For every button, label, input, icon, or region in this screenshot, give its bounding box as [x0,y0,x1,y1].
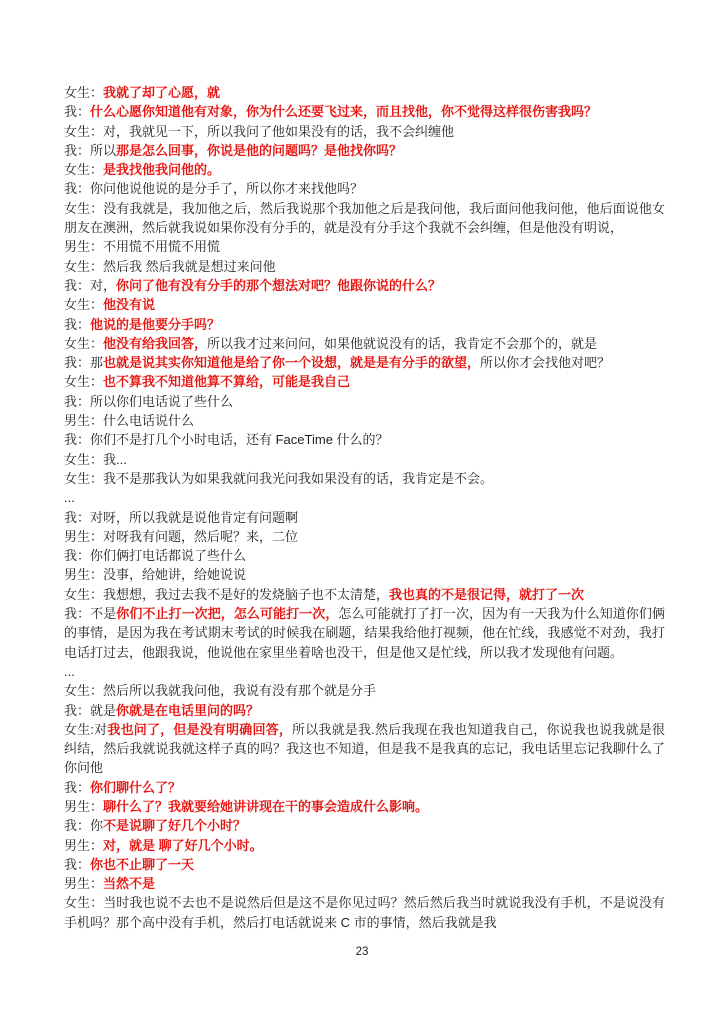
dialogue-line [64,334,665,353]
dialogue-segment: 女生：对，我就见一下，所以我问了他如果没有的话，我不会纠缠他 [64,123,455,139]
dialogue-line [64,411,665,430]
dialogue-line [64,565,665,584]
dialogue-segment: 女生： [64,162,104,178]
dialogue-segment: 女生： [64,297,104,313]
dialogue-segment: 我： [64,856,91,872]
dialogue-segment: ... [64,490,75,506]
dialogue-segment: 女生： [64,374,104,390]
dialogue-line [64,83,665,102]
dialogue-segment: 男生： [64,798,104,814]
dialogue-segment: 我：所以 [64,142,117,158]
dialogue-segment: 我：你们俩打电话都说了些什么 [64,548,247,564]
dialogue-line [64,257,665,276]
dialogue-line [64,874,665,893]
dialogue-segment: 你们不止打一次把，怎么可能打一次， [116,606,339,622]
dialogue-segment: 那是怎么回事，你说是他的问题吗？是他找你吗？ [116,142,403,158]
dialogue-line [64,816,665,835]
dialogue-segment: 我：所以你们电话说了些什么 [64,393,234,409]
dialogue-line [64,430,665,449]
dialogue-line [64,141,665,160]
dialogue-segment: 女生：我想想，我过去我不是好的发烧脑子也不太清楚， [64,586,390,602]
dialogue-segment: 女生:对 [64,721,108,737]
dialogue-segment: 男生：什么电话说什么 [64,413,195,429]
dialogue-line [64,160,665,179]
dialogue-segment: 不是说聊了好几个小时？ [103,818,247,834]
dialogue-line [64,122,665,141]
dialogue-line [64,836,665,855]
dialogue-line [64,662,665,681]
dialogue-segment: 我也真的不是很记得，就打了一次 [389,586,585,602]
dialogue-segment: 是我找他我问他的。 [103,162,221,178]
dialogue-segment: 我：你问他说他说的是分手了，所以你才来找他吗？ [64,181,364,197]
dialogue-segment: 我：对呀，所以我就是说他肯定有问题啊 [64,509,299,525]
dialogue-line [64,893,665,932]
dialogue-line [64,527,665,546]
dialogue-segment: 也不算我不知道他算不算给，可能是我自己 [103,374,351,390]
dialogue-line [64,546,665,565]
dialogue-segment: 什么心愿你知道他有对象，你为什么还要飞过来，而且找他，你不觉得这样很伤害我吗？ [90,104,598,120]
dialogue-segment: 女生：当时我也说不去也不是说然后但是这不是你见过吗？然后然后我当时就说我没有手机，不是说没有手机吗？那个高中没有手机，然后打电话就说来 C 市的事情，然后我就是我 [64,895,665,930]
page-number: 23 [355,946,369,958]
dialogue-line [64,102,665,121]
dialogue-segment: 他没有说 [103,297,156,313]
dialogue-line [64,681,665,700]
dialogue-line [64,488,665,507]
dialogue-line [64,701,665,720]
dialogue-segment: 你问了他有没有分手的那个想法对吧？他跟你说的什么？ [116,277,442,293]
dialogue-segment: 男生：对呀我有问题，然后呢？来，二位 [64,528,299,544]
dialogue-segment: 对，就是 聊了好几个小时。 [103,837,263,853]
dialogue-segment: 男生：没事，给她讲，给她说说 [64,567,247,583]
dialogue-line [64,604,665,662]
dialogue-segment: 所以我就是我.然后我现在我也知道我自己，你说我也说我就是很纠结，然后我就说我就这样子真的吗？我这也不知道，但是我不是我真的忘记，我电话里忘记我聊什么了你问他 [64,721,665,776]
dialogue-segment: 当然不是 [103,876,156,892]
dialogue-line [64,276,665,295]
dialogue-line [64,372,665,391]
dialogue-line [64,237,665,256]
dialogue-segment: 所以你才会找他对吧？ [480,355,611,371]
dialogue-segment: 我： [64,104,91,120]
dialogue-line [64,778,665,797]
dialogue-segment: 你就是在电话里问的吗？ [116,702,260,718]
dialogue-transcript [64,83,665,932]
dialogue-line [64,295,665,314]
dialogue-segment: 我：不是 [64,606,117,622]
dialogue-segment: 女生： [64,335,104,351]
dialogue-segment: 我就了却了心愿，就 [103,85,221,100]
dialogue-segment: 所以我才过来问问，如果他就说没有的话，我肯定不会那个的，就是 [207,335,598,351]
dialogue-segment: ... [64,663,75,679]
dialogue-line [64,797,665,816]
dialogue-line [64,353,665,372]
dialogue-segment: 也就是说其实你知道他是给了你一个设想，就是是有分手的欲望， [103,355,481,371]
dialogue-segment: 聊什么了？我就要给她讲讲现在干的事会造成什么影响。 [103,798,429,814]
dialogue-segment: 我：那 [64,355,104,371]
dialogue-line [64,450,665,469]
dialogue-segment: 男生： [64,876,104,892]
dialogue-line [64,392,665,411]
dialogue-segment: 他没有给我回答， [103,335,208,351]
dialogue-segment: 怎么可能就打了打一次，因为有一天我为什么知道你们俩的事情，是因为我在考试期末考试的时候我在刷题，结果我给他打视频，他在忙线，我感觉不对劲，我打电话打过去，他跟我说，他说他在家里坐着啥也没干，但是他又是忙线，所以我才发现他有问题。 [64,606,665,660]
dialogue-segment: 男生：不用慌不用慌不用慌 [64,239,221,255]
dialogue-segment: 女生： [64,85,104,100]
dialogue-segment: 女生：我... [64,451,127,467]
dialogue-segment: 女生：然后我 然后我就是想过来问他 [64,258,276,274]
dialogue-line [64,179,665,198]
dialogue-line [64,585,665,604]
dialogue-segment: 我也问了，但是没有明确回答， [107,721,293,737]
dialogue-segment: 女生：我不是那我认为如果我就问我光问我如果没有的话，我肯定是不会。 [64,470,494,486]
dialogue-line [64,720,665,778]
dialogue-segment: 你也不止聊了一天 [90,856,195,872]
dialogue-segment: 我：就是 [64,702,117,718]
dialogue-segment: 我： [64,316,91,332]
dialogue-line [64,199,665,238]
dialogue-segment: 我：对， [64,277,117,293]
dialogue-segment: 男生： [64,837,104,853]
dialogue-line [64,315,665,334]
dialogue-segment: 我：你 [64,818,104,834]
dialogue-line [64,469,665,488]
dialogue-segment: 他说的是他要分手吗？ [90,316,221,332]
dialogue-line [64,508,665,527]
dialogue-line [64,855,665,874]
dialogue-segment: 你们聊什么了？ [90,779,182,795]
dialogue-segment: 女生：没有我就是，我加他之后，然后我说那个我加他之后是我问他，我后面问他我问他，他后面说他女朋友在澳洲，然后就我说如果你没有分手的，就是没有分手这个我就不会纠缠，但是他没有明说， [64,200,665,236]
dialogue-segment: 女生：然后所以我就我问他，我说有没有那个就是分手 [64,683,377,699]
dialogue-segment: 我：你们不是打几个小时电话，还有 FaceTime 什么的？ [64,432,389,448]
dialogue-segment: 我： [64,779,91,795]
